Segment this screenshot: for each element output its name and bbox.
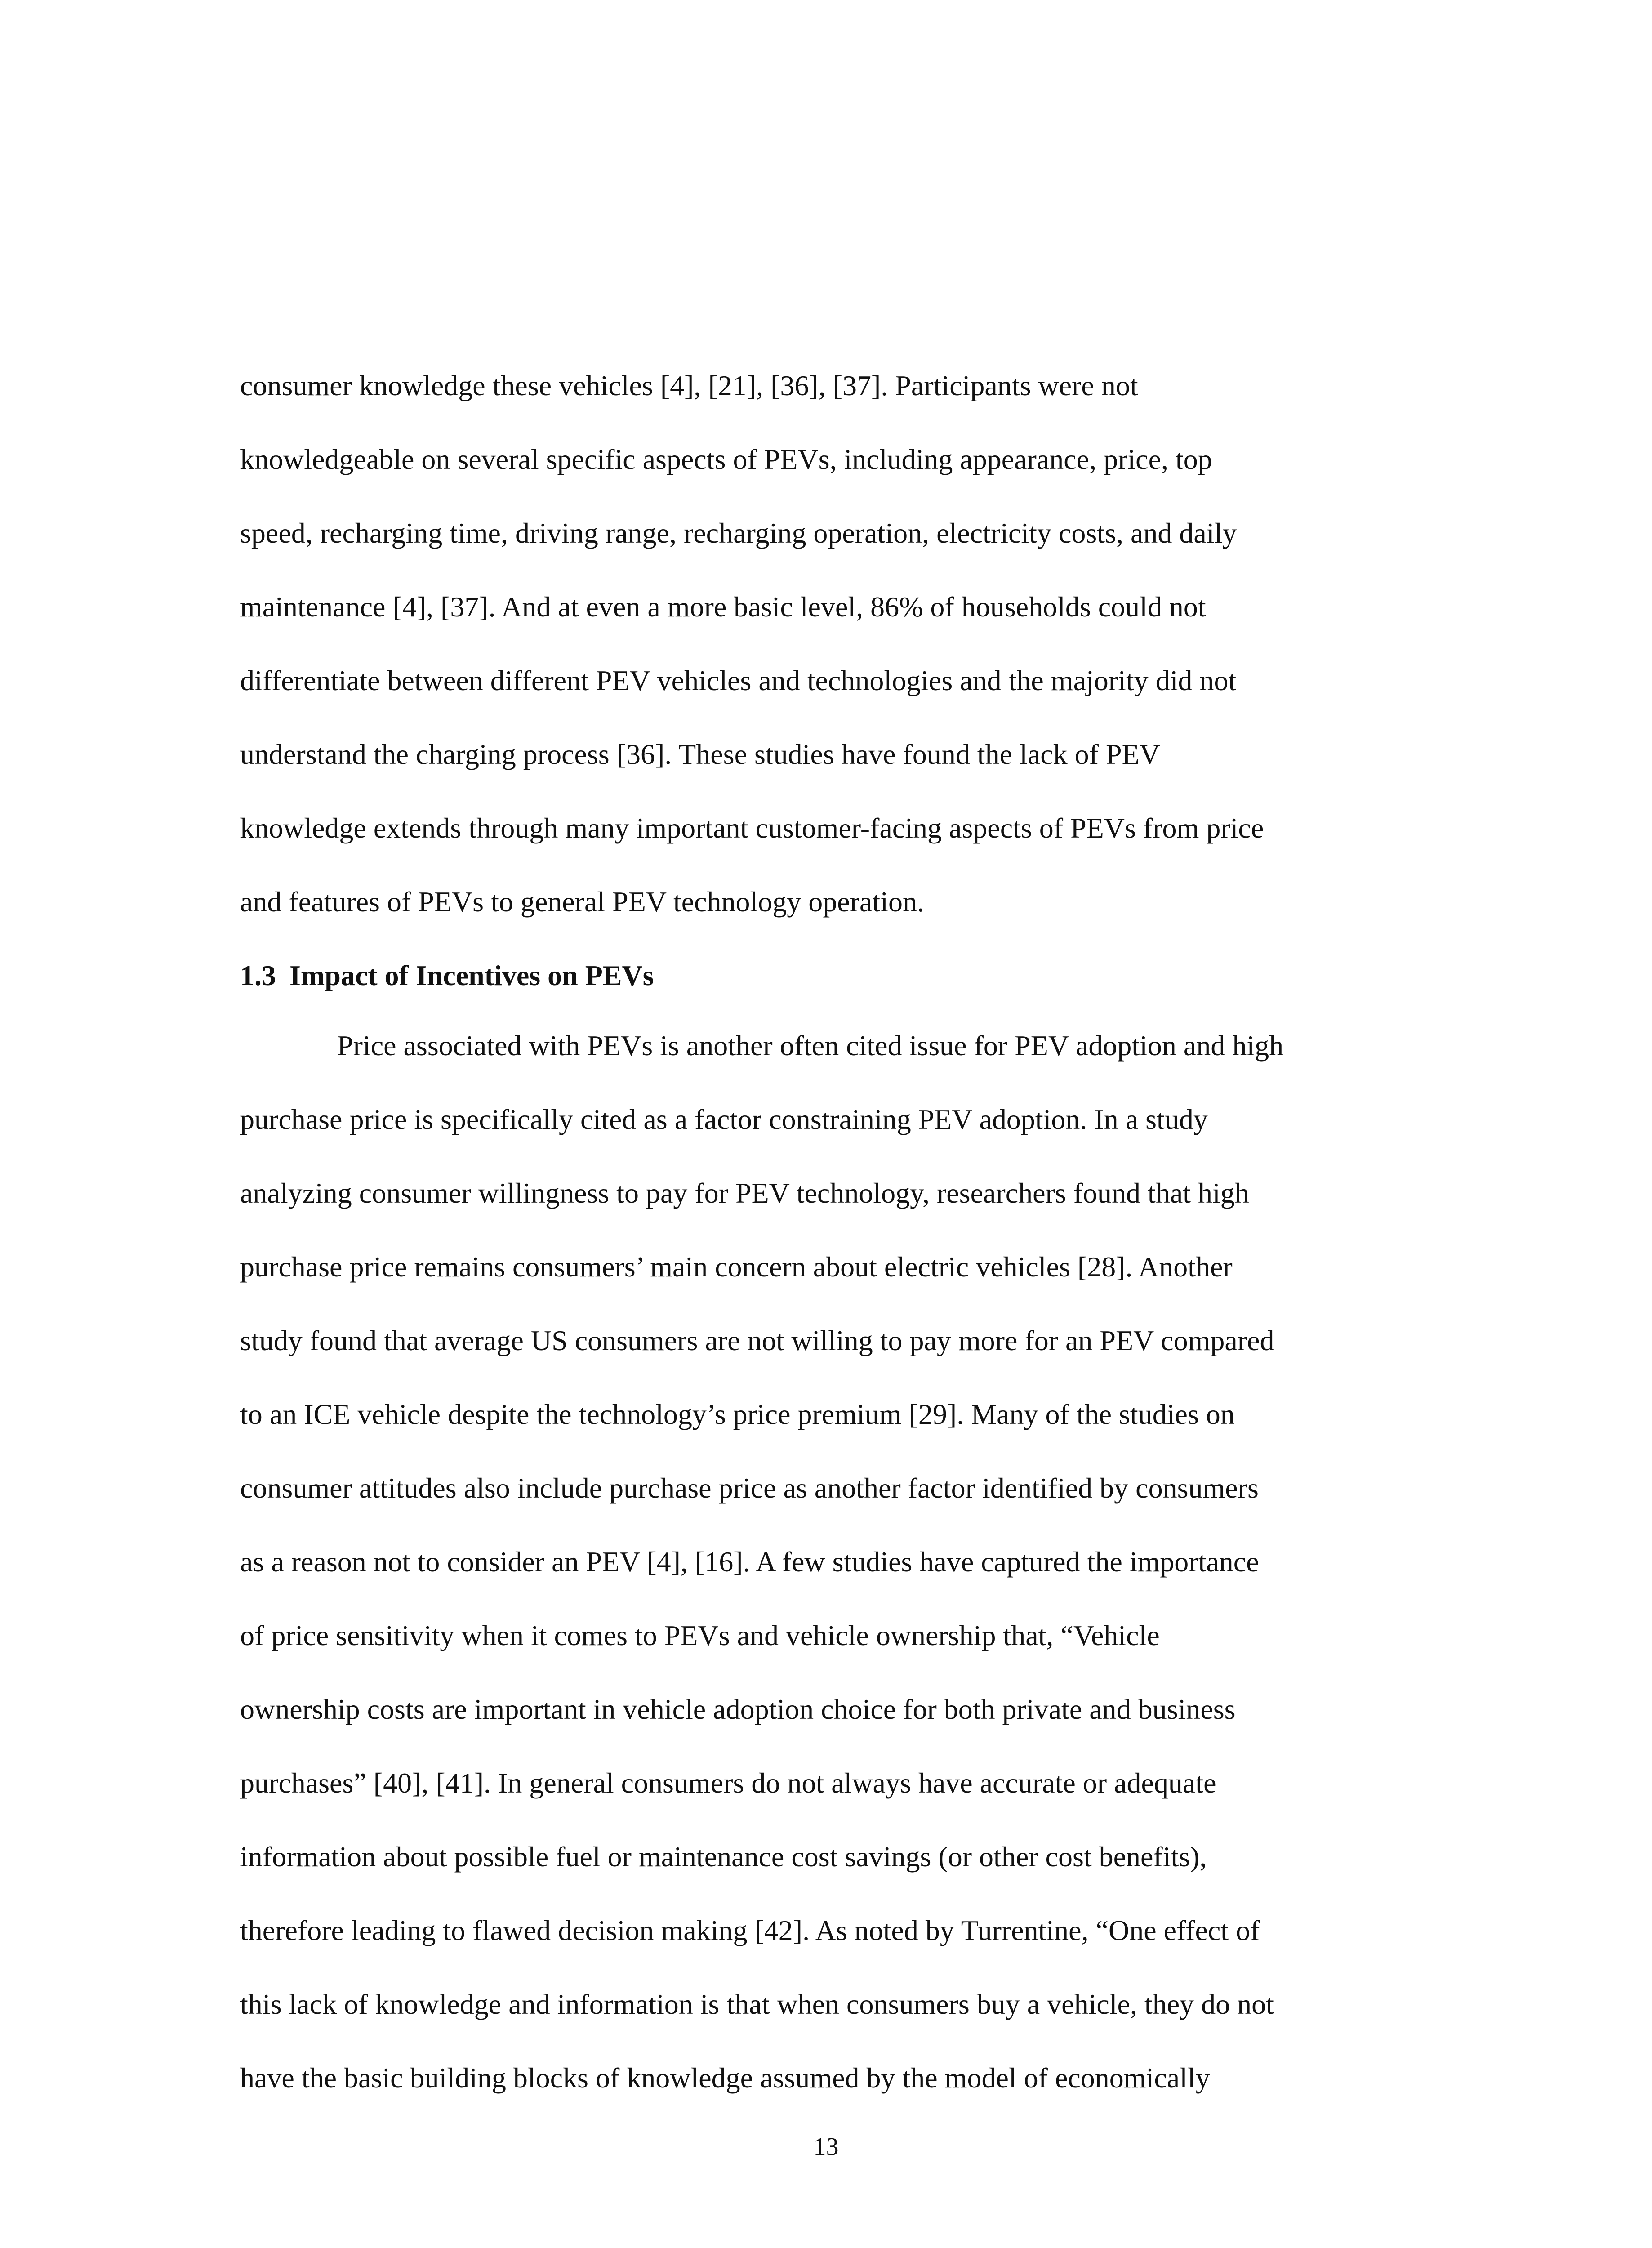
paragraph-line: as a reason not to consider an PEV [4], [16]. A few studies have captured the importance bbox=[240, 1546, 1259, 1578]
paragraph-line: purchase price remains consumers’ main concern about electric vehicles [28]. Another bbox=[240, 1251, 1233, 1283]
paragraph-line: consumer knowledge these vehicles [4], [21], [36], [37]. Participants were not bbox=[240, 370, 1138, 401]
paragraph-line: differentiate between different PEV vehicles and technologies and the majority did not bbox=[240, 665, 1237, 696]
section-number: 1.3 bbox=[240, 959, 276, 991]
paragraph-line: knowledgeable on several specific aspects of PEVs, including appearance, price, top bbox=[240, 443, 1212, 475]
paragraph-line: and features of PEVs to general PEV technology operation. bbox=[240, 886, 924, 918]
paragraph-line: purchases” [40], [41]. In general consumers do not always have accurate or adequate bbox=[240, 1767, 1216, 1799]
paragraph-line: Price associated with PEVs is another often cited issue for PEV adoption and high bbox=[337, 1030, 1284, 1062]
paragraph-line: study found that average US consumers are not willing to pay more for an PEV compared bbox=[240, 1325, 1274, 1356]
paragraph-line: analyzing consumer willingness to pay for PEV technology, researchers found that high bbox=[240, 1177, 1249, 1209]
section-title: Impact of Incentives on PEVs bbox=[289, 959, 654, 991]
paragraph-line: to an ICE vehicle despite the technology’s price premium [29]. Many of the studies on bbox=[240, 1398, 1235, 1430]
paragraph-line: maintenance [4], [37]. And at even a more basic level, 86% of households could not bbox=[240, 591, 1206, 623]
paragraph-line: knowledge extends through many important customer-facing aspects of PEVs from price bbox=[240, 812, 1264, 844]
paragraph-line: understand the charging process [36]. These studies have found the lack of PEV bbox=[240, 738, 1160, 770]
paragraph-line: ownership costs are important in vehicle adoption choice for both private and business bbox=[240, 1693, 1236, 1725]
paragraph-line: have the basic building blocks of knowledge assumed by the model of economically bbox=[240, 2062, 1210, 2094]
paragraph-line: of price sensitivity when it comes to PEVs and vehicle ownership that, “Vehicle bbox=[240, 1619, 1160, 1651]
paragraph-line: purchase price is specifically cited as a factor constraining PEV adoption. In a study bbox=[240, 1103, 1208, 1135]
paragraph-line: information about possible fuel or maintenance cost savings (or other cost benefits), bbox=[240, 1841, 1207, 1873]
section-heading bbox=[240, 958, 654, 994]
page-number: 13 bbox=[813, 2133, 839, 2161]
paragraph-line: therefore leading to flawed decision making [42]. As noted by Turrentine, “One effect of bbox=[240, 1914, 1260, 1946]
paragraph-line: consumer attitudes also include purchase price as another factor identified by consumers bbox=[240, 1472, 1259, 1504]
paragraph-line: this lack of knowledge and information is that when consumers buy a vehicle, they do not bbox=[240, 1988, 1274, 2020]
paragraph-line: speed, recharging time, driving range, recharging operation, electricity costs, and daily bbox=[240, 517, 1237, 549]
